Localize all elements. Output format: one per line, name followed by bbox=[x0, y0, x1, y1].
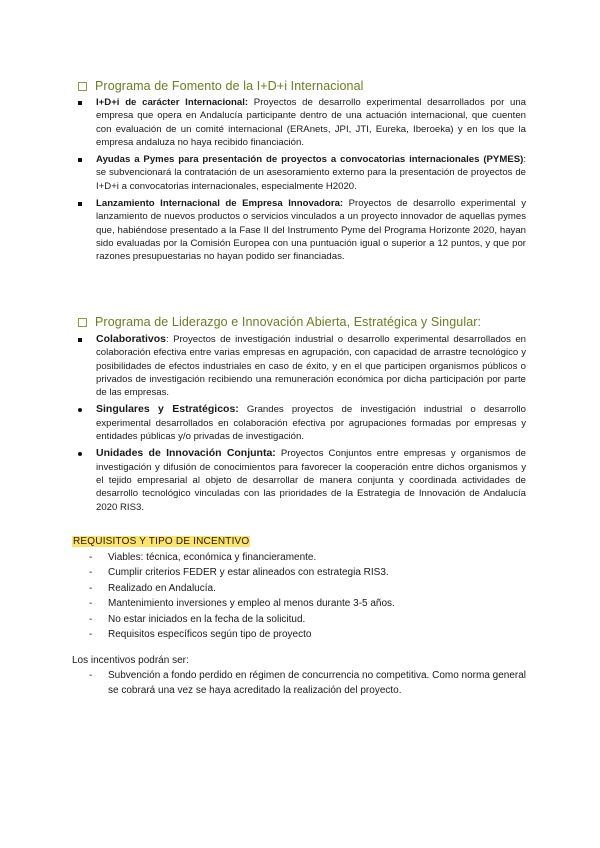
list-item bbox=[78, 333, 526, 399]
section-heading-fomento bbox=[78, 79, 364, 93]
list-item bbox=[78, 153, 526, 193]
list-item: - No estar iniciados en la fecha de la solicitud. bbox=[89, 612, 395, 627]
item-term: Ayudas a Pymes para presentación de proyectos a convocatorias internacionales (PYMES) bbox=[96, 154, 524, 166]
requisitos-list bbox=[89, 550, 395, 642]
item-text: : Proyectos de investigación industrial o desarrollo experimental desarrollados en colaboración efectiva entre varias empresas en agrupación, con capacidad de arrastre tecnológico y posibilidades de efectos industriales en caso de éxito, y en el que participen organismos públicos o privados de investigación recibiendo una remuneración económica por dicha participación por parte de las empresas. bbox=[96, 334, 526, 399]
liderazgo-list bbox=[78, 333, 526, 518]
section-title: Programa de Fomento de la I+D+i Internacional bbox=[95, 79, 364, 93]
list-item bbox=[78, 447, 526, 513]
square-bullet-icon bbox=[78, 96, 82, 109]
incentivos-intro: Los incentivos podrán ser: bbox=[72, 655, 189, 666]
item-text: Proyectos de desarrollo experimental y lanzamiento de nuevos productos o servicios vinculados a un proyecto innovador de aquellas pymes que, habiéndose presentado a la Fase II del Instrumento Pyme del Programa Horizonte 2020, hayan sido evaluadas por la Comisión Europea con una puntuación igual o superior a 12 puntos, y que por razones presupuestarias no hayan podido ser financiadas. bbox=[96, 198, 526, 263]
round-bullet-icon bbox=[78, 447, 82, 460]
list-item: - Viables: técnica, económica y financieramente. bbox=[89, 550, 395, 565]
checkbox-icon bbox=[78, 82, 87, 91]
item-term: Unidades de Innovación Conjunta: bbox=[96, 447, 276, 460]
checkbox-icon bbox=[78, 318, 87, 327]
list-item: - Subvención a fondo perdido en régimen de concurrencia no competitiva. Como norma general se cobrará una vez se haya acreditado la realización del proyecto. bbox=[89, 668, 529, 699]
list-item: - Realizado en Andalucía. bbox=[89, 581, 395, 596]
section-heading-liderazgo bbox=[78, 315, 481, 329]
list-item: - Requisitos específicos según tipo de proyecto bbox=[89, 627, 395, 642]
list-item: - Cumplir criterios FEDER y estar alineados con estrategia RIS3. bbox=[89, 565, 395, 580]
list-item bbox=[78, 197, 526, 263]
incentivos-list bbox=[89, 668, 529, 699]
list-item bbox=[78, 96, 526, 149]
square-bullet-icon bbox=[78, 197, 82, 210]
item-term: I+D+i de carácter Internacional: bbox=[96, 97, 249, 108]
square-bullet-icon bbox=[78, 333, 82, 346]
requisitos-heading: REQUISITOS Y TIPO DE INCENTIVO bbox=[73, 536, 250, 547]
item-text: Grandes proyectos de investigación industrial o desarrollo experimental desarrollados en colaboración efectiva por agrupaciones formadas por empresas y entidades públicas y/o privadas de investigación. bbox=[96, 404, 526, 443]
item-term: Lanzamiento Internacional de Empresa Innovadora: bbox=[96, 198, 344, 210]
section-title: Programa de Liderazgo e Innovación Abierta, Estratégica y Singular: bbox=[95, 315, 482, 329]
list-item bbox=[78, 403, 526, 443]
item-text: : se subvencionará la contratación de un asesoramiento externo para la presentación de proyectos de I+D+i a convocatorias internacionales, especialmente H2020. bbox=[96, 154, 526, 192]
square-bullet-icon bbox=[78, 153, 82, 166]
fomento-list bbox=[78, 96, 526, 268]
round-bullet-icon bbox=[78, 403, 82, 416]
list-item: - Mantenimiento inversiones y empleo al menos durante 3-5 años. bbox=[89, 596, 395, 611]
item-term: Singulares y Estratégicos: bbox=[96, 403, 239, 416]
item-text: Proyectos de desarrollo experimental desarrollados por una empresa que opera en Andalucía participante dentro de una actuación internacional, que cuenten con evaluación de un comité internacional (ERAnets, JPI, JTI, Eureka, Iberoeka) y en los que la empresa andaluza no haya recibido financiación. bbox=[96, 97, 526, 148]
item-text: Proyectos Conjuntos entre empresas y organismos de investigación y difusión de conocimientos para favorecer la cooperación entre dichos organismos y el tejido empresarial al objeto de desarrollar de manera conjunta y coordinada actividades de desarrollo tecnológico vinculadas con las prioridades de la Estrategia de Innovación de Andalucía 2020 RIS3. bbox=[96, 448, 526, 513]
item-term: Colaborativos bbox=[96, 333, 167, 345]
